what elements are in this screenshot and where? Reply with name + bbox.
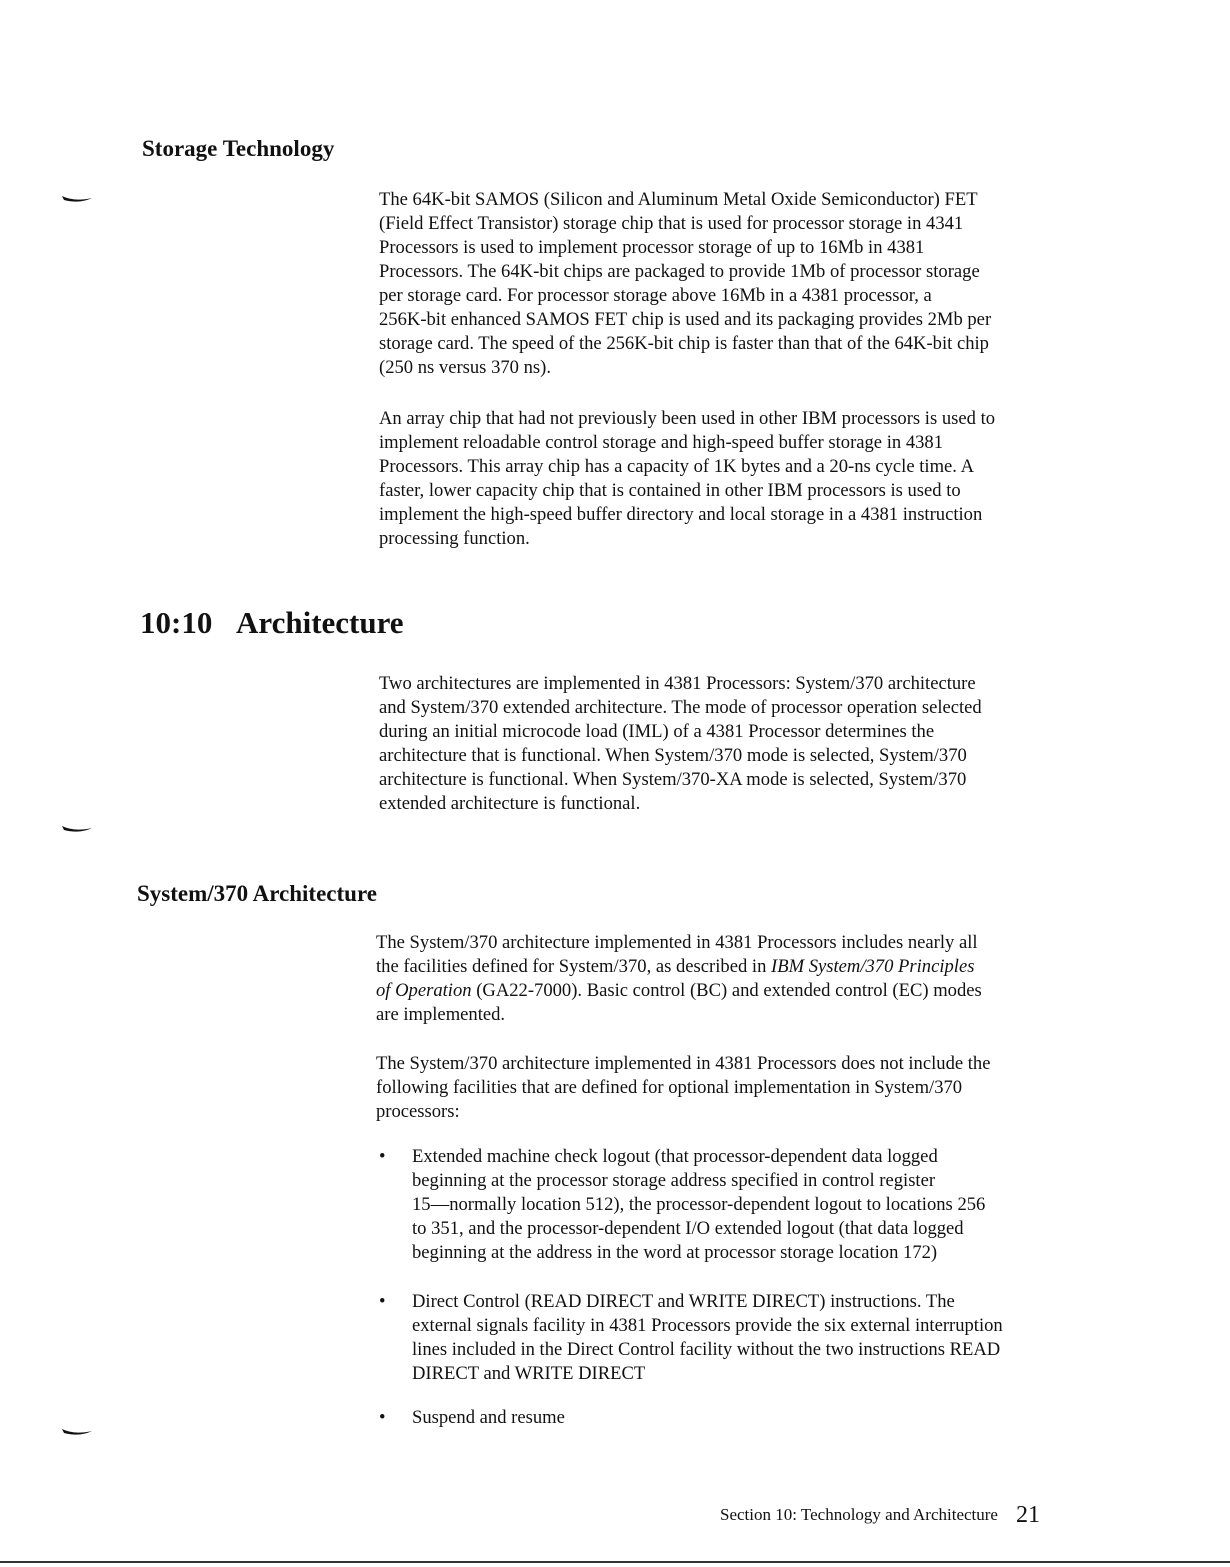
storage-paragraph-1: The 64K-bit SAMOS (Silicon and Aluminum Metal Oxide Semiconductor) FET (Field Effect Transistor) storage chip that is used for processor storage in 4341 Processors is used to implement processor storage of up to 16Mb in 4381 Processors. The 64K-bit chips are packaged to provide 1Mb of processor storage per storage card. For processor storage above 16Mb in a 4381 processor, a 256K-bit enhanced SAMOS FET chip is used and its packaging provides 2Mb per storage card. The speed of the 256K-bit chip is faster than that of the 64K-bit chip (250 ns versus 370 ns). — [379, 189, 992, 378]
section-number: 10:10 — [140, 605, 213, 640]
heading-architecture — [140, 605, 404, 641]
heading-system370-architecture: System/370 Architecture — [137, 881, 377, 906]
book-title-cont: of Operation — [376, 980, 472, 1001]
list-item: • Suspend and resume — [379, 1407, 565, 1428]
margin-mark-2 — [60, 825, 94, 835]
list-item: • Direct Control (READ DIRECT and WRITE DIRECT) instructions. The external signals facility in 4381 Processors provide the six external interruption lines included in the Direct Control facility without the two instructions READ DIRECT and WRITE DIRECT — [379, 1291, 1003, 1384]
architecture-paragraph: Two architectures are implemented in 4381 Processors: System/370 architecture and System/370 extended architecture. The mode of processor operation selected during an initial microcode load (IML) of a 4381 Processor determines the architecture that is functional. When System/370 mode is selected, System/370 architecture is functional. When System/370-XA mode is selected, System/370 extended architecture is functional. — [379, 673, 982, 814]
bullet-icon: • — [379, 1146, 386, 1167]
bullet-icon: • — [379, 1407, 386, 1428]
page-footer — [720, 1502, 1040, 1529]
heading-storage-technology: Storage Technology — [142, 136, 335, 161]
margin-mark-1 — [60, 195, 94, 205]
s370-paragraph-1: The System/370 architecture implemented in 4381 Processors includes nearly all the facilities defined for System/370, as described in IBM System/370 Principles of Operation (GA22-7000). Basic control (BC) and extended control (EC) modes are implemented. — [376, 932, 982, 1025]
s370-paragraph-2: The System/370 architecture implemented in 4381 Processors does not include the following facilities that are defined for optional implementation in System/370 processors: — [376, 1053, 991, 1122]
bullet-icon: • — [379, 1291, 386, 1312]
page-bottom-edge — [0, 1561, 1230, 1563]
margin-mark-3 — [60, 1428, 94, 1438]
page-number: 21 — [1015, 1502, 1040, 1528]
section-title: Architecture — [236, 605, 404, 640]
footer-section-label: Section 10: Technology and Architecture — [720, 1505, 998, 1524]
book-title: IBM System/370 Principles — [771, 956, 975, 977]
facilities-list — [376, 1145, 1116, 1430]
list-item: • Extended machine check logout (that processor-dependent data logged beginning at the processor storage address specified in control register 15—normally location 512), the processor-dependent logout to locations 256 to 351, and the processor-dependent I/O extended logout (that data logged beginning at the address in the word at processor storage location 172) — [379, 1146, 986, 1263]
storage-paragraph-2: An array chip that had not previously been used in other IBM processors is used to implement reloadable control storage and high-speed buffer storage in 4381 Processors. This array chip has a capacity of 1K bytes and a 20-ns cycle time. A faster, lower capacity chip that is contained in other IBM processors is used to implement the high-speed buffer directory and local storage in a 4381 instruction processing function. — [379, 408, 996, 549]
